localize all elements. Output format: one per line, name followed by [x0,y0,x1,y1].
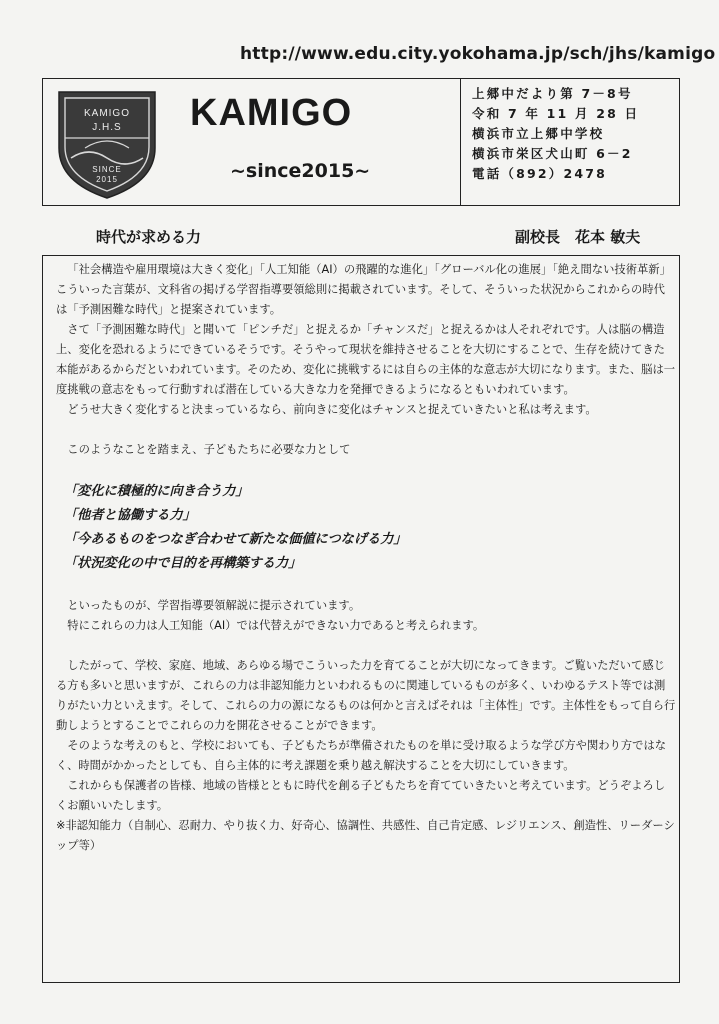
paragraph: 特にこれらの力は人工知能（AI）では代替えができない力であると考えられます。 [67,619,485,632]
emblem-mid-text: J.H.S [92,122,122,133]
paragraph: そのような考えのもと、学校においても、子どもたちが準備されたものを単に受け取るような学び方や関わり方ではなく、時間がかかったとしても、自ら主体的に考え課題を乗り越え解決することを大切にしていきます。 [56,739,667,772]
emblem-year-text: 2015 [96,175,118,184]
ability-item: 「状況変化の中で目的を再構築する力」 [64,556,302,571]
newsletter-title: KAMIGO [190,92,353,134]
emblem-since-text: SINCE [92,165,122,174]
newsletter-info [472,84,677,184]
paragraph: このようなことを踏まえ、子どもたちに必要な力として [67,443,351,456]
article-body [56,260,676,856]
paragraph: さて「予測困難な時代」と聞いて「ピンチだ」と捉えるか「チャンスだ」と捉えるかは人それぞれです。人は脳の構造上、変化を恐れるようにできているそうです。そうやって現状を維持させることを大切にすることで、生存を続けてきた本能があるからだといわれています。そのため、変化に挑戦するには自らの主体的な意志が大切になります。また、脳は一度挑戦の意志をもって行動すれば潜在している大きな力を発揮できるようになるともいわれています。 [56,323,676,396]
issue-date: 令和 7 年 11 月 28 日 [472,106,640,121]
spacer [56,420,676,440]
ability-item: 「他者と協働する力」 [64,508,196,523]
paragraph: 「社会構造や雇用環境は大きく変化」「人工知能（AI）の飛躍的な進化」「グローバル化の進展」「絶え間ない技術革新」こういった言葉が、文科省の掲げる学習指導要領総則に掲載されています。そして、そういった状況からこれからの時代は「予測困難な時代」と提案されています。 [56,263,671,316]
school-name: 横浜市立上郷中学校 [472,126,605,141]
spacer [56,636,676,656]
spacer [56,460,676,480]
paragraph: といったものが、学習指導要領解説に提示されています。 [67,599,361,612]
paragraph: これからも保護者の皆様、地域の皆様とともに時代を創る子どもたちを育てていきたいと考えています。どうぞよろしくお願いいたします。 [56,779,666,812]
emblem-top-text: KAMIGO [83,108,131,119]
ability-item: 「変化に積極的に向き合う力」 [64,484,249,499]
spacer [56,576,676,596]
paragraph: どうせ大きく変化すると決まっているなら、前向きに変化はチャンスと捉えていきたいと私は考えます。 [67,403,597,416]
school-url: http://www.edu.city.yokohama.jp/sch/jhs/kamigo [240,44,716,64]
paragraph: したがって、学校、家庭、地域、あらゆる場でこういった力を育てることが大切になってきます。ご覧いただいて感じる方も多いと思いますが、これらの力は非認知能力といわれるものに関連しているものが多く、いわゆるテスト等では測りがたい力といえます。そして、これらの力の源になるものは何かと言えばそれは「主体性」です。主体性をもって自ら行動しようとすることでこれらの力を開花させることができます。 [56,659,676,732]
issue-number: 上郷中だより第 7－8号 [472,86,633,101]
masthead-divider [460,78,461,206]
school-phone: 電話（892）2478 [472,166,608,181]
ability-item: 「今あるものをつなぎ合わせて新たな価値につなげる力」 [64,532,407,547]
footnote: ※非認知能力（自制心、忍耐力、やり抜く力、好奇心、協調性、共感性、自己肯定感、レジリエンス、創造性、リーダーシップ等） [56,819,675,852]
school-crest-icon [55,86,159,202]
article-author: 副校長 花本 敏夫 [515,228,641,246]
newsletter-subtitle: ~since2015~ [230,160,371,182]
abilities-list [64,480,676,576]
school-address: 横浜市栄区犬山町 6－2 [472,146,633,161]
article-title: 時代が求める力 [96,228,202,246]
